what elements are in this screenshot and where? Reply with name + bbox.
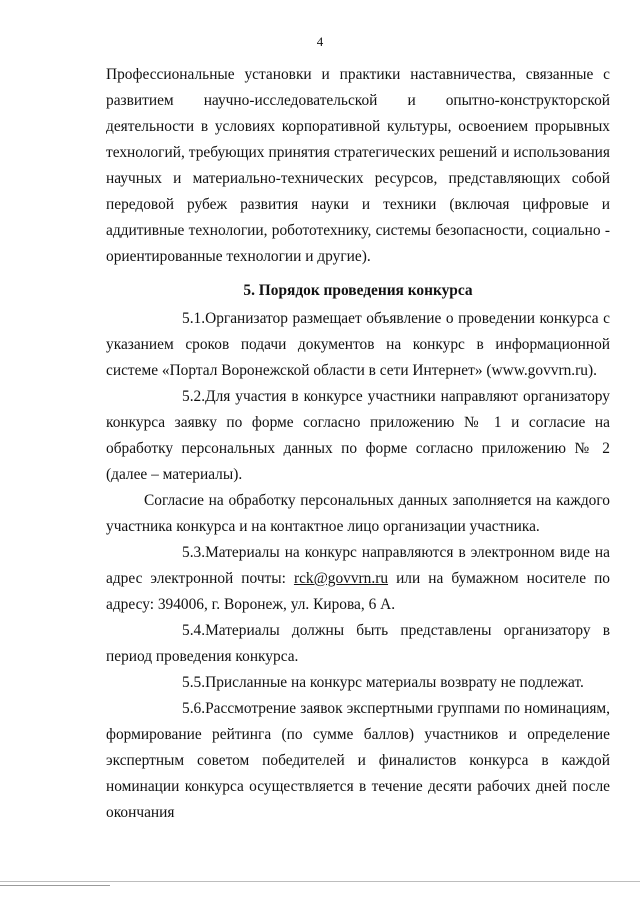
clause-number: 5.6.: [182, 700, 206, 717]
clause-5-2: [106, 384, 610, 488]
clause-text: Согласие на обработку персональных данных заполняется на каждого участника конкурса и на контактное лицо организации участника.: [106, 492, 610, 535]
clause-text: Для участия в конкурсе участники направляют организатору конкурса заявку по форме согласно приложению № 1 и согласие на обработку персональных данных по форме согласно приложению № 2 (далее – материалы).: [106, 388, 610, 483]
clause-5-1: [106, 306, 610, 384]
clause-5-4: [106, 618, 610, 670]
clause-5-5: [106, 670, 610, 696]
clause-text: Присланные на конкурс материалы возврату не подлежат.: [205, 674, 584, 691]
scan-edge-mark: [0, 885, 110, 886]
clause-text: Материалы на конкурс направляются в электронном виде на адрес электронной почты:: [106, 544, 610, 587]
clause-number: 5.1.: [182, 310, 206, 327]
clause-number: 5.4.: [182, 622, 206, 639]
consent-paragraph: [106, 488, 610, 540]
page-number: 4: [316, 34, 324, 49]
clause-text: или на бумажном носителе по адресу: 394006, г. Воронеж, ул. Кирова, 6 А.: [106, 570, 610, 613]
page-bottom-divider: [0, 881, 640, 882]
clause-5-6: [106, 696, 610, 826]
clause-5-3: [106, 540, 610, 618]
document-body: [106, 62, 610, 826]
section-heading: 5. Порядок проведения конкурса: [243, 282, 473, 299]
clause-text: Рассмотрение заявок экспертными группами по номинациям, формирование рейтинга (по сумме баллов) участников и определение экспертным советом победителей и финалистов конкурса в каждой номинации конкурса осуществляется в течение десяти рабочих дней после окончания: [106, 700, 610, 821]
intro-paragraph: Профессиональные установки и практики наставничества, связанные с развитием научно-исследовательской и опытно-конструкторской деятельности в условиях корпоративной культуры, освоением прорывных технологий, требующих принятия стратегических решений и использования научных и материально-технических ресурсов, представляющих собой передовой рубеж развития науки и техники (включая цифровые и аддитивные технологии, робототехнику, системы безопасности, социально - ориентированные технологии и другие).: [106, 66, 610, 265]
clause-number: 5.5.: [182, 674, 206, 691]
clause-text: Материалы должны быть представлены организатору в период проведения конкурса.: [106, 622, 610, 665]
email-link[interactable]: rck@govvrn.ru: [293, 570, 389, 587]
clause-text: Организатор размещает объявление о проведении конкурса с указанием сроков подачи документов на конкурс в информационной системе «Портал Воронежской области в сети Интернет» (www.govvrn.ru).: [106, 310, 610, 379]
clause-number: 5.2.: [182, 388, 206, 405]
clause-number: 5.3.: [182, 544, 206, 561]
